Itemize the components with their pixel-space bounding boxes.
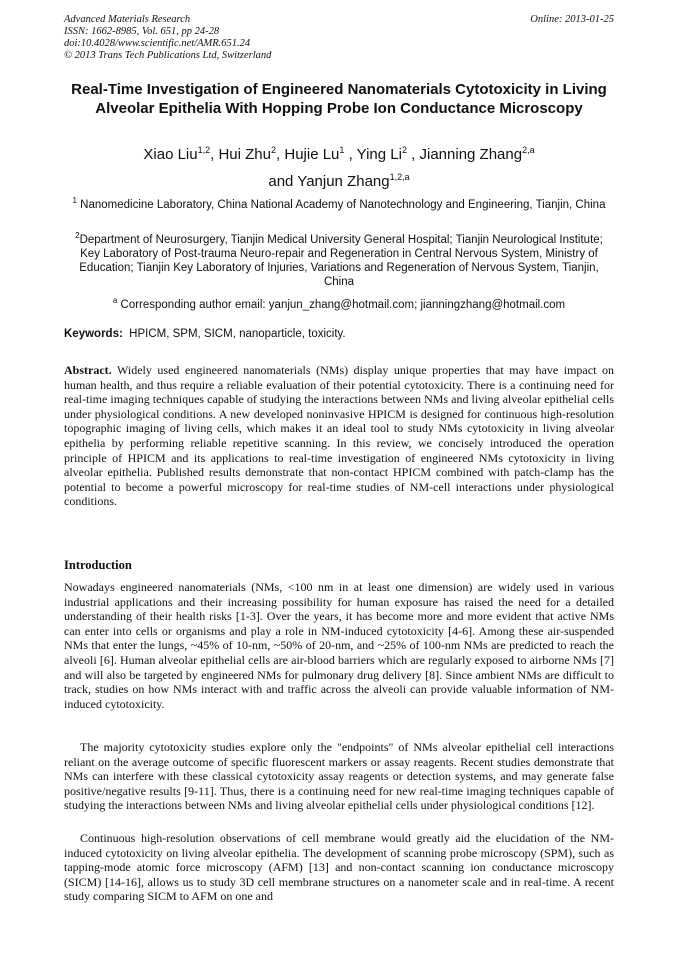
- author: Ying Li$^2$ ,: [356, 145, 420, 163]
- affiliation-2: $^2$Department of Neurosurgery, Tianjin Medical University General Hospital; Tianjin Neurological Institute; Key Laboratory of Post-trauma Neuro-repair and Regeneration in Central Nervous System, Ministry of Education; Tianjin Key Laboratory of Injuries, Variations and Regeneration of Nervous System, Tianjin, China: [75, 231, 603, 288]
- copyright-line: © 2013 Trans Tech Publications Ltd, Switzerland: [64, 50, 272, 61]
- section-heading-introduction: Introduction: [64, 558, 132, 572]
- journal-name: Advanced Materials Research: [64, 14, 191, 25]
- intro-paragraph-2: The majority cytotoxicity studies explore only the "endpoints" of NMs alveolar epithelial cell interactions reliant on the average outcome of specific fluorescent markers or assay reagents. Recent studies demonstrate that NMs can interfere with these classical cytotoxicity assay reagents or detection systems, and may generate false positive/negative results [9-11]. Thus, there is a continuing need for new real-time imaging techniques capable of studying the interactions between NMs and living alveolar epithelial cells under physiological conditions [12].: [64, 740, 614, 813]
- author-list: [64, 139, 614, 193]
- paper-title: Real-Time Investigation of Engineered Nanomaterials Cytotoxicity in Living Alveolar Epithelia With Hopping Probe Ion Conductance Microscopy: [71, 81, 607, 117]
- intro-paragraph-3: Continuous high-resolution observations of cell membrane would greatly aid the elucidation of the NM-induced cytotoxicity on living alveolar epithelia. The development of scanning probe microscopy (SPM), such as tapping-mode atomic force microscopy (AFM) [13] and non-contact scanning ion conductance microscopy (SICM) [14-16], allows us to study 3D cell membrane structures on a nanometer scale and in real-time. A recent study comparing SICM to AFM on one and: [64, 831, 614, 904]
- journal-header: [64, 14, 271, 62]
- doi-line: doi:10.4028/www.scientific.net/AMR.651.24: [64, 38, 251, 49]
- author: Xiao Liu$^{1,2}$,: [143, 145, 219, 163]
- affiliation-1: $^1$ Nanomedicine Laboratory, China National Academy of Nanotechnology and Engineering, Tianjin, China: [72, 196, 606, 211]
- online-date: Online: 2013-01-25: [530, 14, 614, 25]
- author: Hujie Lu$^1$ ,: [284, 145, 357, 163]
- author: and Yanjun Zhang$^{1,2,a}$: [268, 172, 410, 190]
- author: Jianning Zhang$^{2,a}$: [419, 145, 535, 163]
- abstract: Abstract. Widely used engineered nanomaterials (NMs) display unique properties that may have impact on human health, and thus require a reliable evaluation of their potential cytotoxicity. There is a continuing need for real-time imaging techniques capable of studying the interactions between NMs and living alveolar epithelial cells under physiological conditions. A new developed noninvasive HPICM is designed for continuous high-resolution topographic imaging of living cells, which makes it an ideal tool to study NMs cytotoxicity in living alveolar epithelia by performing reliable repetitive scanning. In this review, we concisely introduced the operation principle of HPICM and its applications to real-time investigation of engineered NMs cytotoxicity in living alveolar epithelia. Published results demonstrate that non-contact HPICM combined with patch-clamp has the potential to become a powerful microscopy for real-time studies of NM-cell interactions under physiological conditions.: [64, 363, 614, 509]
- corresponding-email: $^a$ Corresponding author email: yanjun_zhang@hotmail.com; jianningzhang@hotmail.com: [112, 296, 566, 311]
- author: Hui Zhu$^2$,: [218, 145, 285, 163]
- intro-paragraph-1: Nowadays engineered nanomaterials (NMs, <100 nm in at least one dimension) are widely used in various industrial applications and their increasing possibility for human exposure has raised the need for a detailed understanding of their health risks [1-3]. Over the years, it has become more and more evident that active NMs can enter into cells or organisms and play a role in NM-induced cytotoxicity [4-6]. Among these air-suspended NMs that enter the lungs, ~45% of 10-nm, ~50% of 20-nm, and ~25% of 100-nm NMs are predicted to reach the alveoli [6]. Human alveolar epithelial cells are air-blood barriers which are regularly exposed to airborne NMs [7] and will also be targeted by engineered NMs for pulmonary drug delivery [8]. Since ambient NMs are difficult to track, studies on how NMs interact with and traffic across the alveoli can provide valuable information of NM-induced cytotoxicity.: [64, 580, 614, 711]
- author-line-1: [64, 139, 614, 166]
- issn-line: ISSN: 1662-8985, Vol. 651, pp 24-28: [64, 26, 220, 37]
- keywords: Keywords: HPICM, SPM, SICM, nanoparticle, toxicity.: [64, 328, 346, 340]
- author-line-2: [64, 166, 614, 193]
